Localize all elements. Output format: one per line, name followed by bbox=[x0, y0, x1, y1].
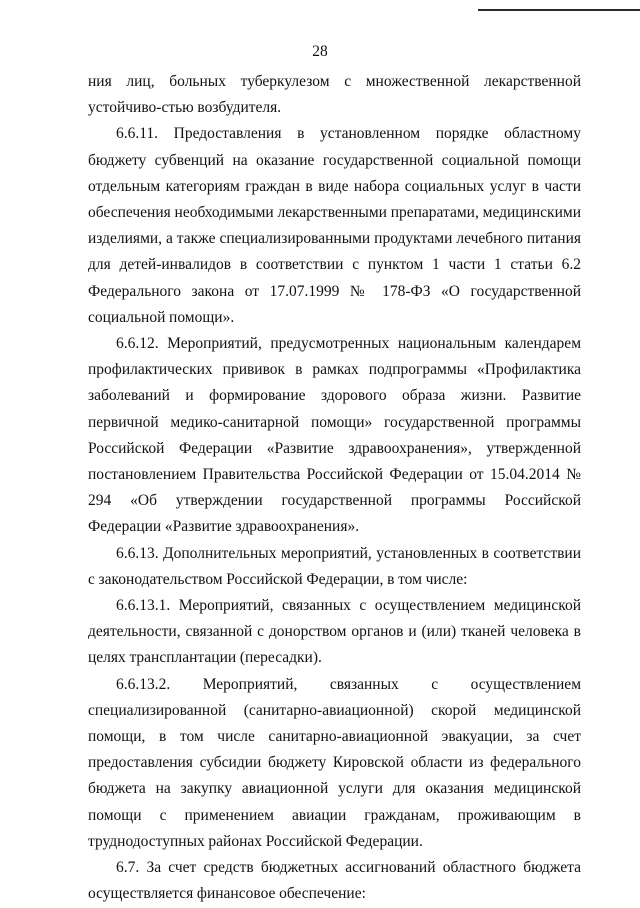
paragraph-6-6-12: 6.6.12. Мероприятий, предусмотренных национальным календарем профилактических прививок в рамках подпрограммы «Профилактика заболеваний и формирование здорового образа жизни. Развитие первичной медико-санитарной помощи» государственной программы Российской Федерации «Развитие здравоохранения», утвержденной постановлением Правительства Российской Федерации от 15.04.2014 № 294 «Об утверждении государственной программы Российской Федерации «Развитие здравоохранения». bbox=[88, 335, 581, 536]
paragraph-6-6-13-1: 6.6.13.1. Мероприятий, связанных с осуществлением медицинской деятельности, связанной с донорством органов и (или) тканей человека в целях трансплантации (пересадки). bbox=[88, 597, 581, 667]
paragraph-6-6-13: 6.6.13. Дополнительных мероприятий, установленных в соответствии с законодательством Российской Федерации, в том числе: bbox=[88, 544, 581, 588]
paragraph-6-7: 6.7. За счет средств бюджетных ассигнований областного бюджета осуществляется финансовое обеспечение: bbox=[88, 859, 581, 903]
header-rule bbox=[478, 9, 640, 11]
page-number: 28 bbox=[312, 43, 328, 60]
paragraph-6-6-13-2: 6.6.13.2. Мероприятий, связанных с осуществлением специализированной (санитарно-авиационной) скорой медицинской помощи, в том числе санитарно-авиационной эвакуации, за счет предоставления субсидии бюджету Кировской области из федерального бюджета на закупку авиационной услуги для оказания медицинской помощи с применением авиации гражданам, проживающим в труднодоступных районах Российской Федерации. bbox=[88, 675, 581, 850]
document-body bbox=[88, 69, 581, 908]
paragraph-continuation: ния лиц, больных туберкулезом с множественной лекарственной устойчиво-стью возбудителя. bbox=[88, 73, 581, 117]
paragraph-6-6-11: 6.6.11. Предоставления в установленном порядке областному бюджету субвенций на оказание государственной социальной помощи отдельным категориям граждан в виде набора социальных услуг в части обеспечения необходимыми лекарственными препаратами, медицинскими изделиями, а также специализированными продуктами лечебного питания для детей-инвалидов в соответствии с пунктом 1 части 1 статьи 6.2 Федерального закона от 17.07.1999 № 178-ФЗ «О государственной социальной помощи». bbox=[88, 125, 581, 326]
